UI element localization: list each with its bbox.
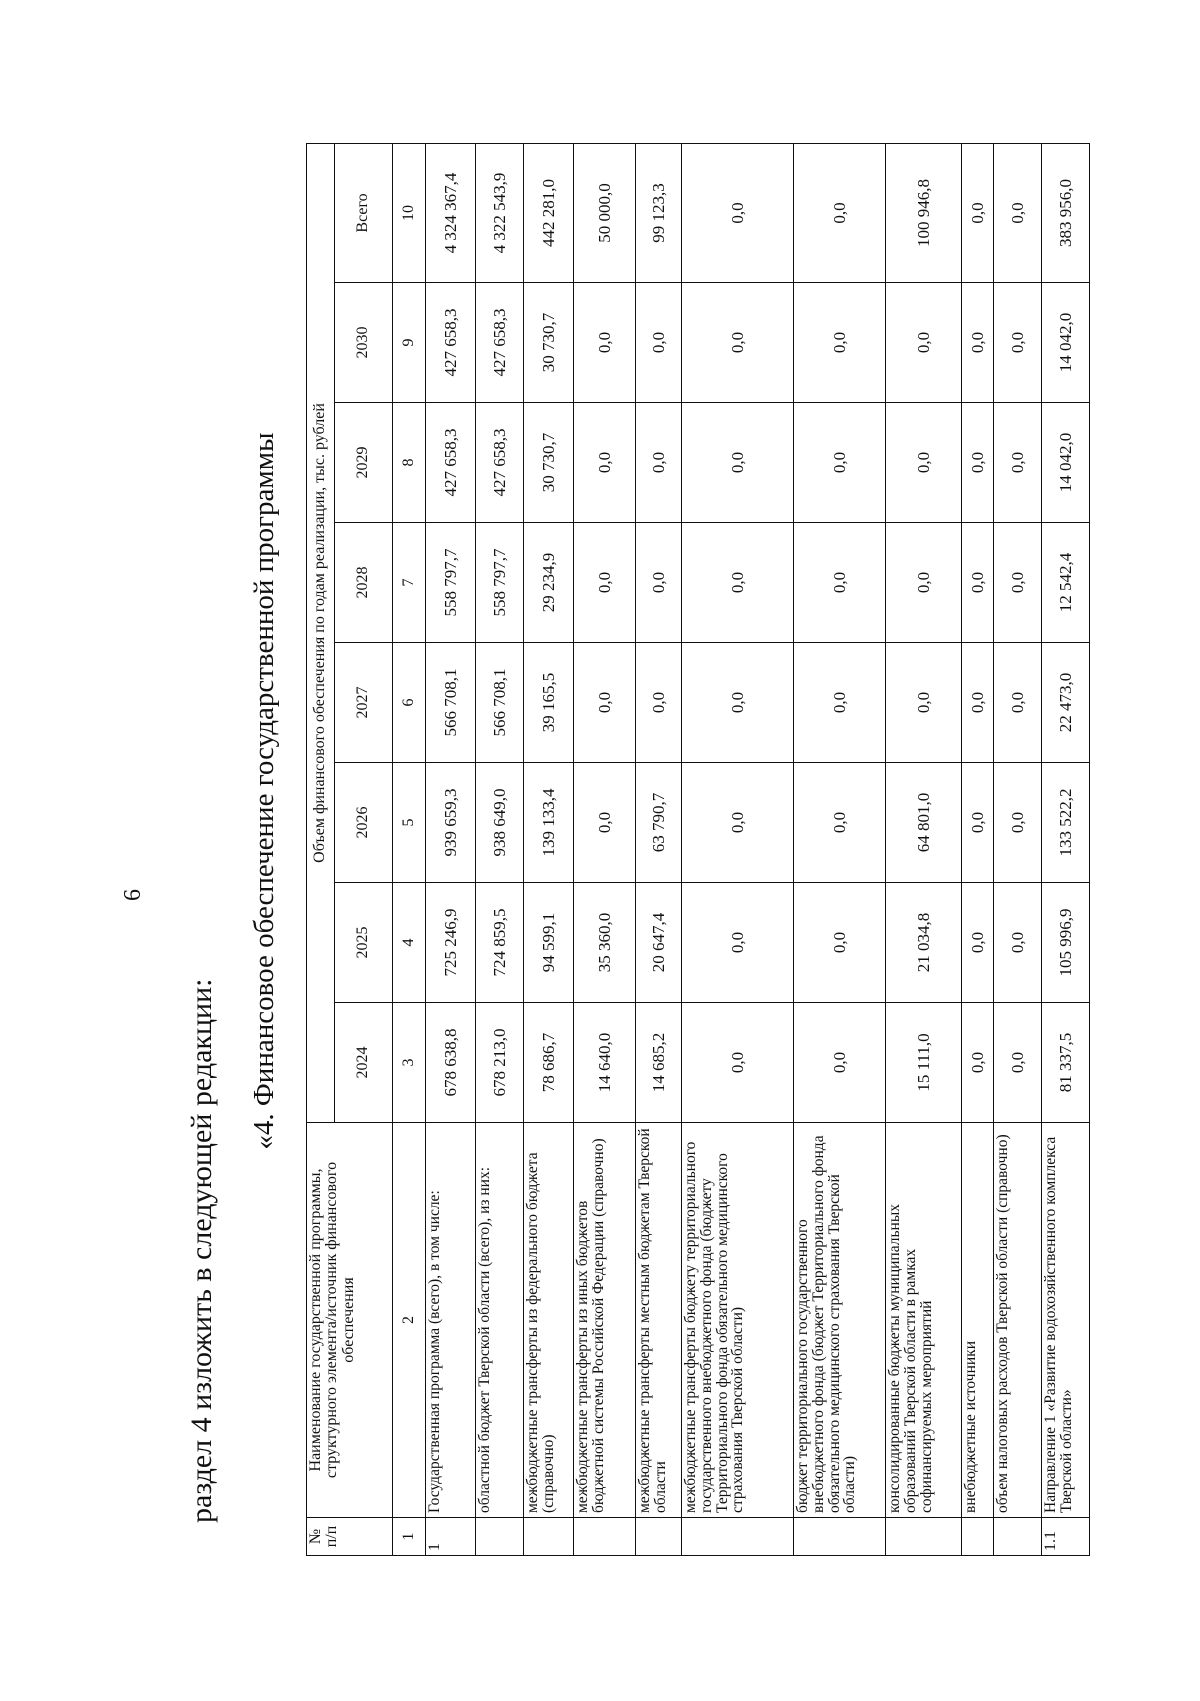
row-total-value: 0,0 (994, 143, 1042, 282)
row-name: межбюджетные трансферты из федерального бюджета (справочно) (524, 1123, 574, 1518)
row-year-value: 0,0 (682, 403, 794, 523)
table-row (574, 143, 636, 1555)
row-year-value: 0,0 (962, 403, 994, 523)
row-year-value: 0,0 (682, 283, 794, 403)
table-row (476, 143, 524, 1555)
table-row (524, 143, 574, 1555)
row-name: областной бюджет Тверской области (всего), из них: (476, 1123, 524, 1518)
row-year-value: 938 649,0 (476, 763, 524, 883)
row-year-value: 0,0 (994, 1003, 1042, 1123)
row-year-value: 0,0 (682, 883, 794, 1003)
row-year-value: 724 859,5 (476, 883, 524, 1003)
row-total-value: 50 000,0 (574, 143, 636, 282)
column-index: 4 (393, 883, 426, 1003)
row-number: 1.1 (1042, 1518, 1090, 1556)
row-year-value: 81 337,5 (1042, 1003, 1090, 1123)
row-name: Государственная программа (всего), в том числе: (426, 1123, 476, 1518)
row-number (994, 1518, 1042, 1556)
row-year-value: 0,0 (574, 643, 636, 763)
table-row (994, 143, 1042, 1555)
row-name: консолидированные бюджеты муниципальных образований Тверской области в рамках софинансируемых мероприятий (886, 1123, 962, 1518)
row-year-value: 0,0 (794, 643, 886, 763)
row-year-value: 0,0 (682, 763, 794, 883)
row-year-value: 678 213,0 (476, 1003, 524, 1123)
row-year-value: 0,0 (682, 643, 794, 763)
header-num: № п/п (307, 1518, 393, 1556)
row-year-value: 0,0 (994, 523, 1042, 643)
row-year-value: 63 790,7 (636, 763, 682, 883)
row-year-value: 139 133,4 (524, 763, 574, 883)
row-year-value: 12 542,4 (1042, 523, 1090, 643)
header-year-2029: 2029 (335, 403, 393, 523)
column-index: 9 (393, 283, 426, 403)
row-year-value: 0,0 (886, 643, 962, 763)
row-year-value: 22 473,0 (1042, 643, 1090, 763)
row-year-value: 0,0 (574, 523, 636, 643)
header-name: Наименование государственной программы, структурного элемента/источник финансового обеспечения (307, 1123, 393, 1518)
section-title: «4. Финансовое обеспечение государственной программы (248, 432, 280, 1150)
row-year-value: 0,0 (962, 643, 994, 763)
row-year-value: 14 042,0 (1042, 283, 1090, 403)
header-year-2024: 2024 (335, 1003, 393, 1123)
row-year-value: 0,0 (636, 643, 682, 763)
row-year-value: 14 640,0 (574, 1003, 636, 1123)
column-index: 2 (393, 1123, 426, 1518)
row-name: межбюджетные трансферты местным бюджетам Тверской области (636, 1123, 682, 1518)
table-body (393, 143, 1090, 1555)
row-year-value: 0,0 (636, 523, 682, 643)
row-number (886, 1518, 962, 1556)
table-row (682, 143, 794, 1555)
row-year-value: 0,0 (962, 763, 994, 883)
header-year-2030: 2030 (335, 283, 393, 403)
row-year-value: 14 685,2 (636, 1003, 682, 1123)
row-year-value: 0,0 (994, 883, 1042, 1003)
row-number (636, 1518, 682, 1556)
column-index: 6 (393, 643, 426, 763)
row-year-value: 0,0 (794, 283, 886, 403)
row-name: межбюджетные трансферты из иных бюджетов бюджетной системы Российской Федерации (справочно) (574, 1123, 636, 1518)
row-year-value: 0,0 (886, 523, 962, 643)
column-index: 5 (393, 763, 426, 883)
row-year-value: 0,0 (886, 403, 962, 523)
row-number: 1 (426, 1518, 476, 1556)
row-number (682, 1518, 794, 1556)
row-year-value: 14 042,0 (1042, 403, 1090, 523)
row-total-value: 0,0 (682, 143, 794, 282)
page-number: 6 (120, 889, 146, 901)
row-year-value: 0,0 (794, 1003, 886, 1123)
row-year-value: 21 034,8 (886, 883, 962, 1003)
row-year-value: 133 522,2 (1042, 763, 1090, 883)
row-year-value: 0,0 (962, 883, 994, 1003)
table-row (426, 143, 476, 1555)
header-year-2025: 2025 (335, 883, 393, 1003)
row-name: бюджет территориального государственного внебюджетного фонда (бюджет Территориального фонда обязательного медицинского страхования Тверской области) (794, 1123, 886, 1518)
row-year-value: 0,0 (962, 283, 994, 403)
row-year-value: 427 658,3 (476, 403, 524, 523)
row-year-value: 0,0 (636, 283, 682, 403)
row-year-value: 427 658,3 (426, 403, 476, 523)
row-year-value: 94 599,1 (524, 883, 574, 1003)
table-row (886, 143, 962, 1555)
row-year-value: 558 797,7 (426, 523, 476, 643)
row-year-value: 0,0 (682, 523, 794, 643)
row-year-value: 0,0 (574, 403, 636, 523)
row-year-value: 0,0 (574, 763, 636, 883)
row-year-value: 939 659,3 (426, 763, 476, 883)
column-index: 7 (393, 523, 426, 643)
intro-line: раздел 4 изложить в следующей редакции: (185, 978, 218, 1523)
row-year-value: 678 638,8 (426, 1003, 476, 1123)
row-total-value: 100 946,8 (886, 143, 962, 282)
row-year-value: 30 730,7 (524, 283, 574, 403)
row-total-value: 4 322 543,9 (476, 143, 524, 282)
column-index-row (393, 143, 426, 1555)
row-year-value: 29 234,9 (524, 523, 574, 643)
table-row (1042, 143, 1090, 1555)
row-total-value: 4 324 367,4 (426, 143, 476, 282)
row-year-value: 78 686,7 (524, 1003, 574, 1123)
row-name: межбюджетные трансферты бюджету территориального государственного внебюджетного фонда (бюджету Территориального фонда обязательного медицинского страхования Тверской области) (682, 1123, 794, 1518)
row-year-value: 0,0 (994, 763, 1042, 883)
row-year-value: 0,0 (794, 763, 886, 883)
row-name: внебюджетные источники (962, 1123, 994, 1518)
row-number (574, 1518, 636, 1556)
row-total-value: 383 956,0 (1042, 143, 1090, 282)
column-index: 8 (393, 403, 426, 523)
row-year-value: 35 360,0 (574, 883, 636, 1003)
row-year-value: 15 111,0 (886, 1003, 962, 1123)
row-year-value: 566 708,1 (426, 643, 476, 763)
row-name: Направление 1 «Развитие водохозяйственного комплекса Тверской области» (1042, 1123, 1090, 1518)
row-total-value: 442 281,0 (524, 143, 574, 282)
row-year-value: 0,0 (794, 523, 886, 643)
row-total-value: 0,0 (962, 143, 994, 282)
row-year-value: 0,0 (794, 883, 886, 1003)
column-index: 1 (393, 1518, 426, 1556)
financing-table (306, 143, 1090, 1556)
row-year-value: 0,0 (636, 403, 682, 523)
row-number (476, 1518, 524, 1556)
row-year-value: 0,0 (794, 403, 886, 523)
row-year-value: 427 658,3 (476, 283, 524, 403)
row-year-value: 30 730,7 (524, 403, 574, 523)
header-total: Всего (335, 143, 393, 282)
row-year-value: 105 996,9 (1042, 883, 1090, 1003)
table-row (636, 143, 682, 1555)
row-year-value: 0,0 (994, 283, 1042, 403)
row-year-value: 39 165,5 (524, 643, 574, 763)
column-index: 3 (393, 1003, 426, 1123)
table-row (962, 143, 994, 1555)
row-year-value: 64 801,0 (886, 763, 962, 883)
header-year-2028: 2028 (335, 523, 393, 643)
row-year-value: 0,0 (962, 523, 994, 643)
column-index: 10 (393, 143, 426, 282)
row-year-value: 0,0 (682, 1003, 794, 1123)
row-year-value: 558 797,7 (476, 523, 524, 643)
row-year-value: 427 658,3 (426, 283, 476, 403)
row-year-value: 0,0 (962, 1003, 994, 1123)
row-number (794, 1518, 886, 1556)
row-year-value: 0,0 (994, 643, 1042, 763)
row-number (962, 1518, 994, 1556)
row-total-value: 0,0 (794, 143, 886, 282)
row-year-value: 0,0 (886, 283, 962, 403)
row-year-value: 20 647,4 (636, 883, 682, 1003)
row-year-value: 725 246,9 (426, 883, 476, 1003)
row-year-value: 566 708,1 (476, 643, 524, 763)
row-total-value: 99 123,3 (636, 143, 682, 282)
header-year-2026: 2026 (335, 763, 393, 883)
table-row (794, 143, 886, 1555)
header-group: Объем финансового обеспечения по годам реализации, тыс. рублей (307, 143, 335, 1122)
header-year-2027: 2027 (335, 643, 393, 763)
row-year-value: 0,0 (574, 283, 636, 403)
row-name: объем налоговых расходов Тверской области (справочно) (994, 1123, 1042, 1518)
row-number (524, 1518, 574, 1556)
row-year-value: 0,0 (994, 403, 1042, 523)
